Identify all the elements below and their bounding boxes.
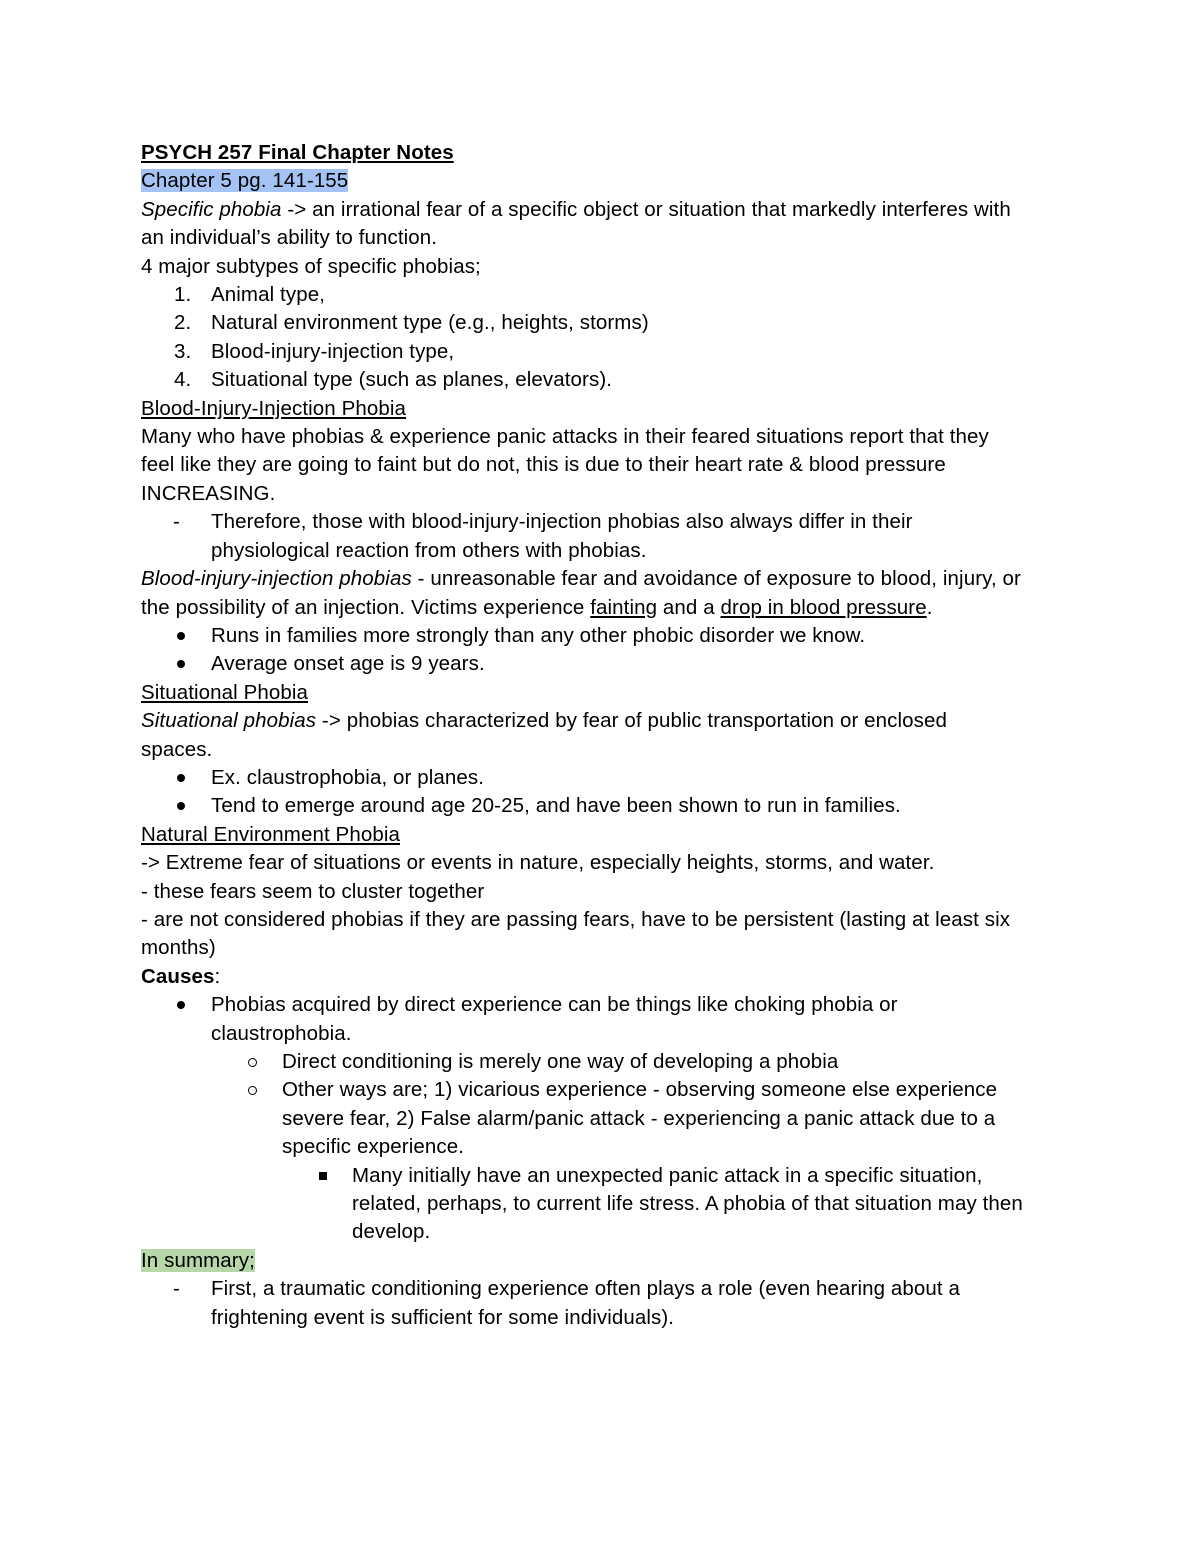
situational-term: Situational phobias — [141, 709, 317, 733]
bii-def-line2 — [141, 594, 1071, 622]
list-item-text: Many initially have an unexpected panic attack in a specific situation, — [352, 1163, 983, 1187]
natural-line4: months) — [141, 936, 216, 960]
list-item-text: specific experience. — [282, 1135, 465, 1159]
list-item-continuation — [141, 537, 1071, 565]
natural-line3: - are not considered phobias if they are passing fears, have to be persistent (lasting at least six — [141, 907, 1011, 931]
specific-phobia-term: Specific phobia — [141, 197, 282, 221]
list-item-continuation — [141, 1020, 1071, 1048]
causes-heading-line — [141, 963, 1071, 991]
list-item-text: claustrophobia. — [211, 1021, 352, 1045]
list-item-text: Animal type, — [211, 283, 325, 307]
bii-heading: Blood-Injury-Injection Phobia — [141, 396, 406, 420]
list-number: 1. — [174, 283, 192, 307]
list-item-text: frightening event is sufficient for some individuals). — [211, 1305, 675, 1329]
list-item — [141, 309, 1071, 337]
list-item-text: severe fear, 2) False alarm/panic attack - experiencing a panic attack due to a — [282, 1106, 996, 1130]
list-item-text: develop. — [352, 1220, 431, 1244]
list-item — [141, 508, 1071, 536]
list-item-text: Runs in families more strongly than any other phobic disorder we know. — [211, 623, 866, 647]
bullet-icon — [177, 802, 185, 810]
dash-marker: - — [173, 510, 180, 534]
bii-para-line1: Many who have phobias & experience panic attacks in their feared situations report that they — [141, 425, 989, 449]
list-item — [141, 281, 1071, 309]
summary-heading-line — [141, 1247, 1071, 1275]
list-item-text: Phobias acquired by direct experience can be things like choking phobia or — [211, 993, 898, 1017]
bullet-icon — [177, 774, 185, 782]
list-item-text: related, perhaps, to current life stress. A phobia of that situation may then — [352, 1192, 1023, 1216]
list-item — [141, 792, 1071, 820]
situational-def-line1 — [141, 707, 1071, 735]
situational-def-line2: spaces. — [141, 737, 213, 761]
specific-phobia-def-line1 — [141, 196, 1071, 224]
list-item-continuation — [141, 1190, 1071, 1218]
list-item-continuation — [141, 1218, 1071, 1246]
fainting-underlined: fainting — [590, 595, 658, 619]
bii-def-text: and a — [657, 595, 721, 619]
list-item — [141, 338, 1071, 366]
list-item-text: Therefore, those with blood-injury-injection phobias also always differ in their — [211, 510, 913, 534]
title-line — [141, 139, 1071, 167]
specific-phobia-def: -> an irrational fear of a specific object or situation that markedly interferes with — [281, 197, 1011, 221]
drop-in-blood-pressure-underlined: drop in blood pressure — [720, 595, 927, 619]
list-item — [141, 650, 1071, 678]
hollow-bullet-icon — [248, 1086, 257, 1095]
bii-term: Blood-injury-injection phobias — [141, 567, 412, 591]
list-item — [141, 1076, 1071, 1104]
natural-heading: Natural Environment Phobia — [141, 822, 400, 846]
specific-phobia-def-line2: an individual’s ability to function. — [141, 226, 438, 250]
chapter-highlight: Chapter 5 pg. 141-155 — [141, 169, 349, 193]
causes-colon: : — [214, 964, 221, 988]
chapter-line — [141, 167, 1071, 195]
document-body — [141, 139, 1071, 1332]
bii-para-line3: INCREASING. — [141, 481, 276, 505]
list-item — [141, 366, 1071, 394]
bullet-icon — [177, 660, 185, 668]
doc-title: PSYCH 257 Final Chapter Notes — [141, 141, 454, 164]
square-bullet-icon — [319, 1172, 327, 1180]
situational-heading-line — [141, 679, 1071, 707]
list-item-text: Situational type (such as planes, elevators). — [211, 368, 613, 392]
bullet-icon — [177, 632, 185, 640]
hollow-bullet-icon — [248, 1058, 257, 1067]
list-item — [141, 1048, 1071, 1076]
list-item-text: First, a traumatic conditioning experience often plays a role (even hearing about a — [211, 1277, 961, 1301]
list-item — [141, 764, 1071, 792]
dash-marker: - — [173, 1277, 180, 1301]
causes-heading: Causes — [141, 964, 215, 988]
list-item-text: Other ways are; 1) vicarious experience - observing someone else experience — [282, 1078, 998, 1102]
list-item-continuation — [141, 1105, 1071, 1133]
bullet-icon — [177, 1001, 185, 1009]
situational-def: -> phobias characterized by fear of public transportation or enclosed — [316, 709, 948, 733]
bii-def-text: the possibility of an injection. Victims experience — [141, 595, 591, 619]
list-number: 4. — [174, 368, 192, 392]
bii-para-line2: feel like they are going to faint but do not, this is due to their heart rate & blood pressure — [141, 453, 946, 477]
subtypes-intro: 4 major subtypes of specific phobias; — [141, 254, 481, 278]
list-item — [141, 622, 1071, 650]
summary-heading: In summary; — [141, 1248, 255, 1272]
bii-def-text: . — [926, 595, 933, 619]
list-item — [141, 1162, 1071, 1190]
list-item — [141, 991, 1071, 1019]
list-item-text: Blood-injury-injection type, — [211, 339, 455, 363]
list-item-text: physiological reaction from others with phobias. — [211, 538, 647, 562]
list-item-text: Direct conditioning is merely one way of developing a phobia — [282, 1050, 839, 1073]
situational-heading: Situational Phobia — [141, 680, 309, 704]
list-item-text: Tend to emerge around age 20-25, and have been shown to run in families. — [211, 794, 901, 818]
bii-def-line1 — [141, 565, 1071, 593]
list-item-continuation — [141, 1304, 1071, 1332]
natural-line1: -> Extreme fear of situations or events in nature, especially heights, storms, and water. — [141, 851, 935, 875]
list-number: 2. — [174, 311, 192, 335]
list-item — [141, 1275, 1071, 1303]
list-number: 3. — [174, 339, 192, 363]
list-item-text: Ex. claustrophobia, or planes. — [211, 765, 485, 789]
list-item-text: Natural environment type (e.g., heights, storms) — [211, 311, 649, 335]
list-item-text: Average onset age is 9 years. — [211, 652, 485, 676]
natural-heading-line — [141, 821, 1071, 849]
bii-heading-line — [141, 395, 1071, 423]
bii-def: - unreasonable fear and avoidance of exposure to blood, injury, or — [411, 567, 1021, 591]
natural-line2: - these fears seem to cluster together — [141, 879, 485, 903]
list-item-continuation — [141, 1133, 1071, 1161]
